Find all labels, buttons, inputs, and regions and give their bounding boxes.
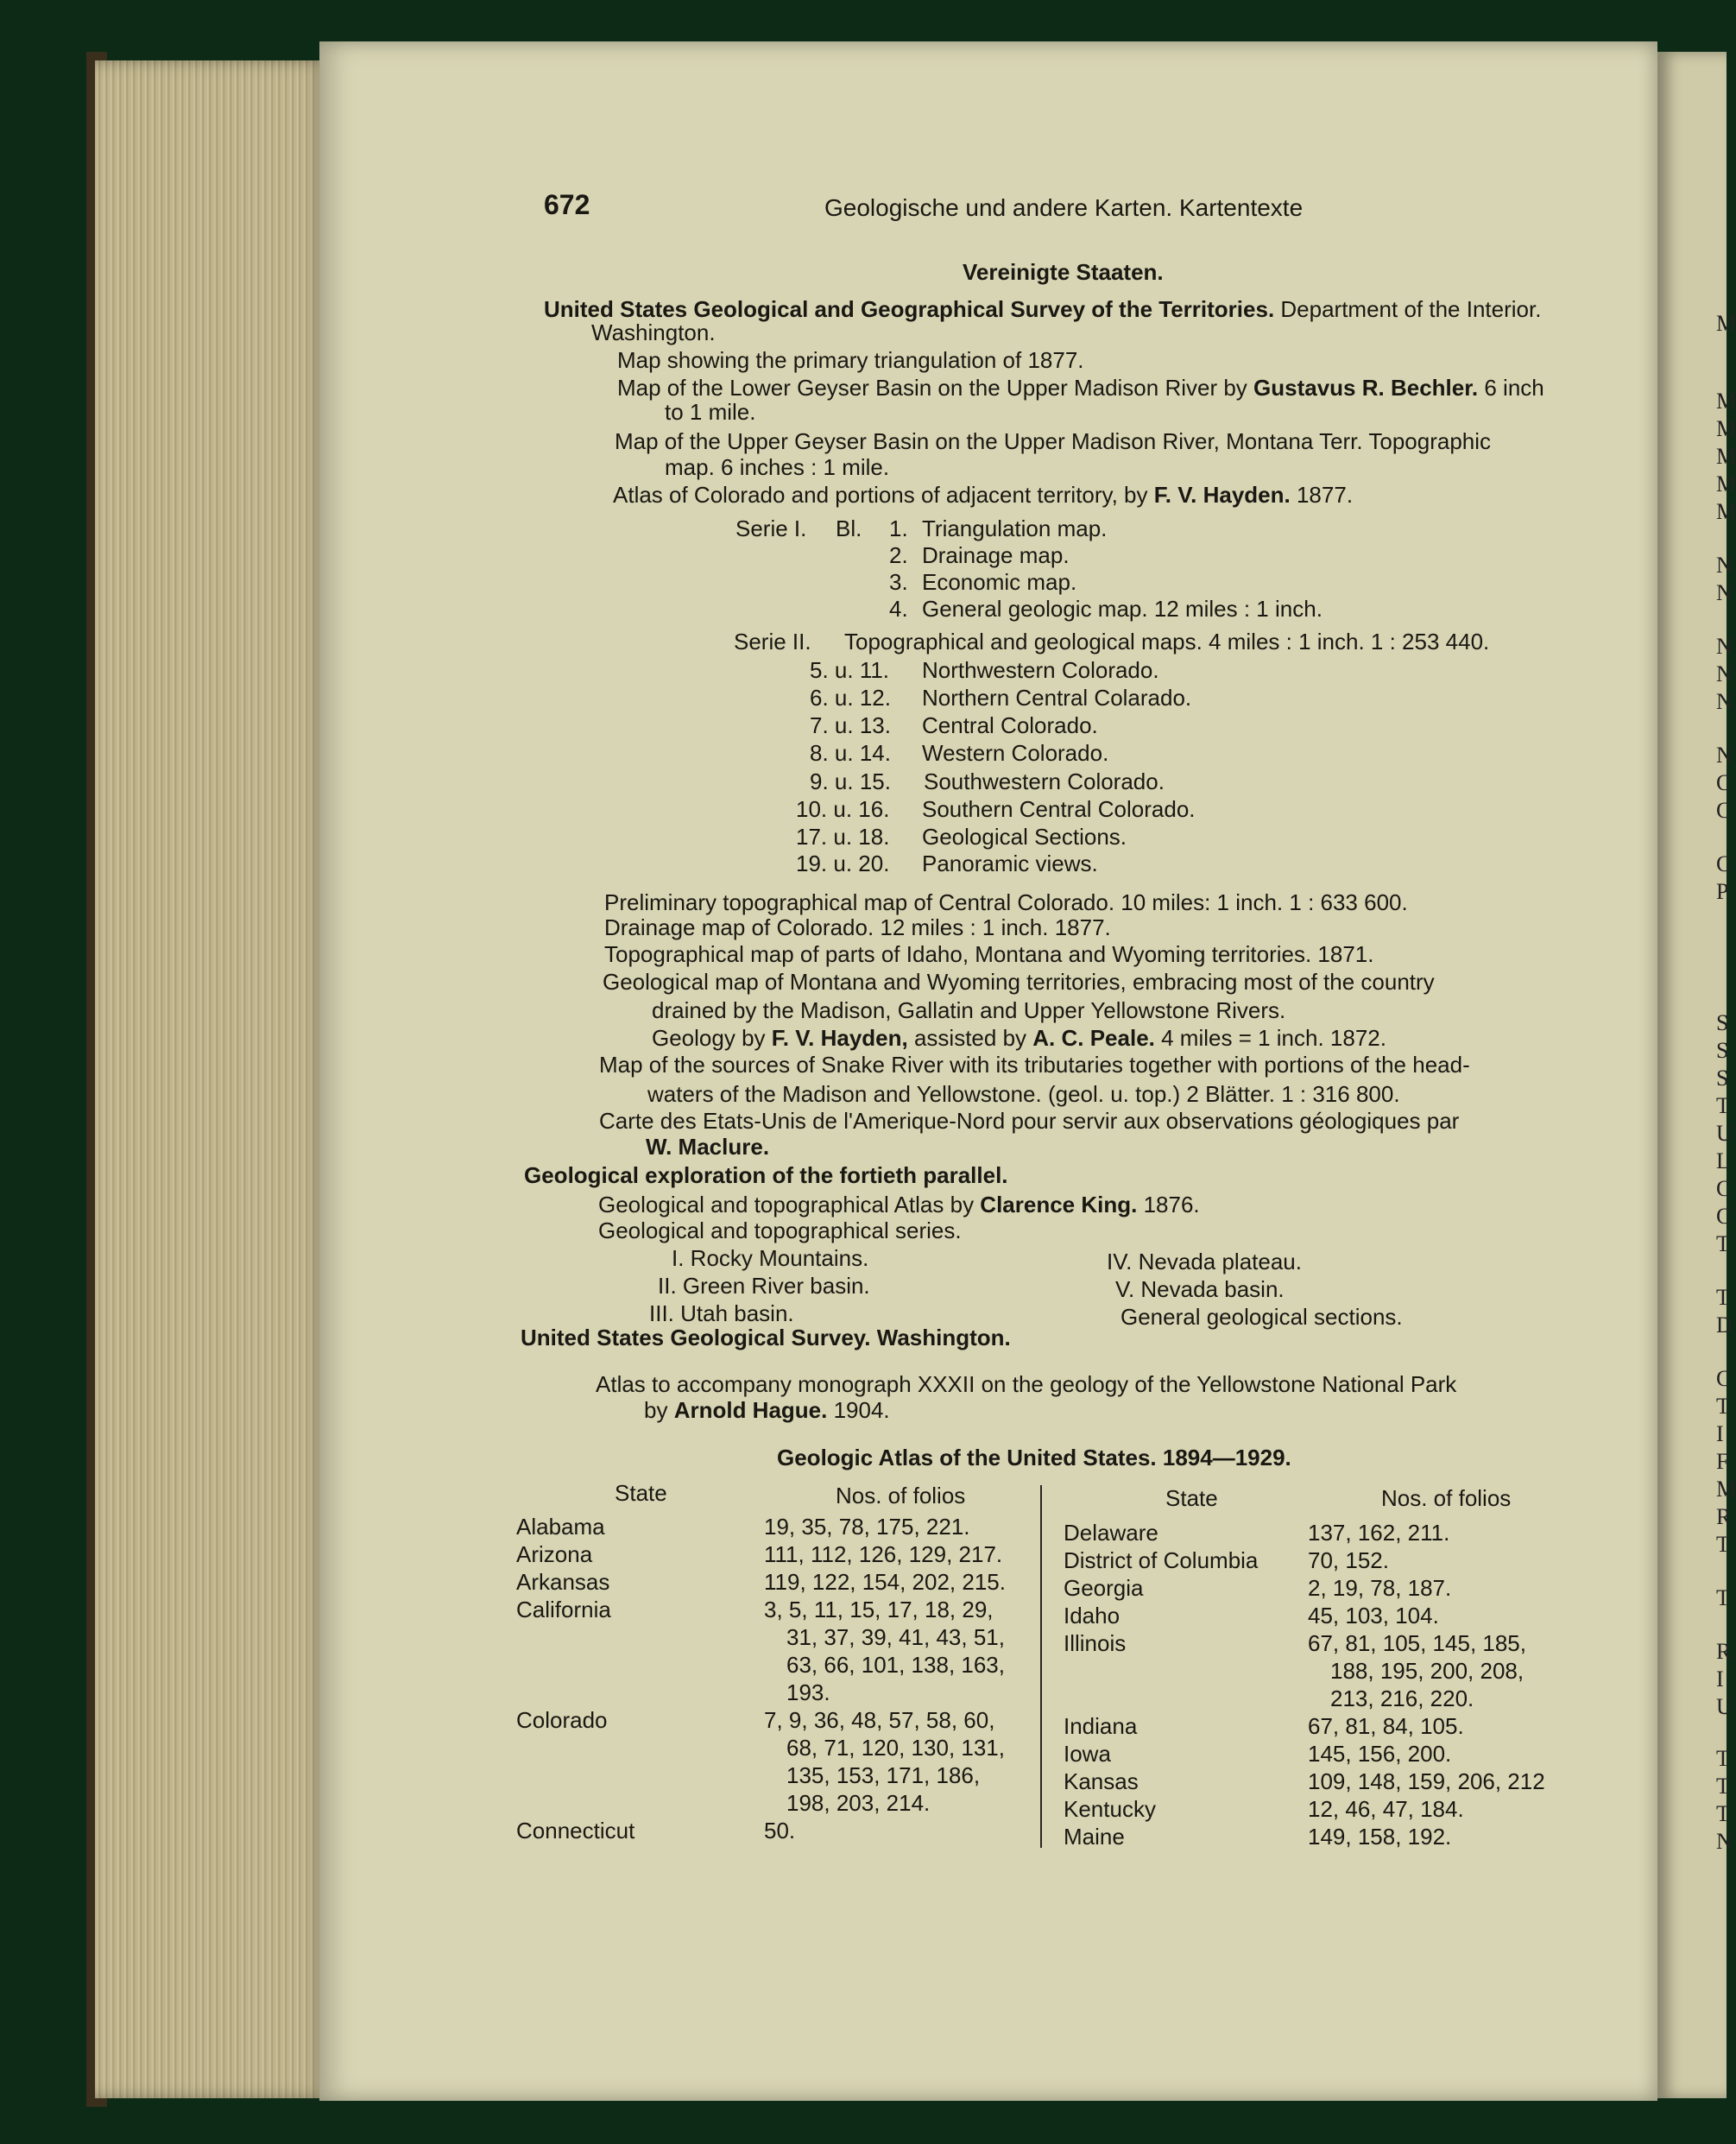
entry-lower-geyser-cont: to 1 mile. <box>665 399 756 425</box>
survey-heading <box>544 296 1541 322</box>
adjacent-page-letter: N <box>1716 661 1733 686</box>
state-name: California <box>516 1597 611 1622</box>
adjacent-page-letter: S <box>1716 1010 1729 1035</box>
entry-atlas-colorado-text: Atlas of Colorado and portions of adjacent territory, by <box>613 482 1154 508</box>
adjacent-page-letter: T <box>1716 1093 1730 1118</box>
assisted-by-text: assisted by <box>907 1025 1033 1051</box>
author-peale: A. C. Peale. <box>1032 1025 1155 1051</box>
adjacent-page-letter: T <box>1716 1801 1730 1826</box>
adjacent-page-letter: P <box>1716 879 1729 904</box>
folio-numbers: 193. <box>786 1679 830 1705</box>
state-name: Delaware <box>1064 1520 1158 1546</box>
adjacent-page-letter: N <box>1716 689 1733 714</box>
state-name: Connecticut <box>516 1818 635 1844</box>
folio-numbers: 68, 71, 120, 130, 131, <box>786 1735 1005 1761</box>
folio-numbers: 213, 216, 220. <box>1330 1685 1474 1711</box>
adjacent-page-letter: C <box>1716 798 1732 823</box>
serie1-item: Economic map. <box>922 569 1077 595</box>
folio-numbers: 50. <box>764 1818 796 1844</box>
folio-numbers: 119, 122, 154, 202, 215. <box>764 1569 1006 1595</box>
entry-carte-maclure: Carte des Etats-Unis de l'Amerique-Nord pour servir aux observations géologiques par <box>599 1108 1460 1134</box>
king-atlas-text: Geological and topographical Atlas by <box>598 1192 981 1217</box>
state-name: Kansas <box>1064 1768 1139 1794</box>
survey-department: Department of the Interior. <box>1274 296 1542 322</box>
serie1-label: Serie I. <box>735 515 807 541</box>
adjacent-page-letter: M <box>1716 416 1736 441</box>
serie1-num: 4. <box>889 596 908 622</box>
adjacent-page-letter: D <box>1716 1312 1733 1338</box>
adjacent-page-letter: T <box>1716 1394 1730 1419</box>
folio-numbers: 3, 5, 11, 15, 17, 18, 29, <box>764 1597 994 1622</box>
adjacent-page-letter: M <box>1716 444 1736 469</box>
folio-numbers: 135, 153, 171, 186, <box>786 1762 981 1788</box>
state-name: Arkansas <box>516 1569 610 1595</box>
adjacent-page-letter: S <box>1716 1038 1729 1063</box>
author-king: Clarence King. <box>980 1192 1138 1217</box>
serie2-num: 17. u. 18. <box>796 824 890 850</box>
serie2-item: Northwestern Colorado. <box>922 657 1159 683</box>
author-hayden: F. V. Hayden. <box>1153 482 1291 508</box>
king-atlas-year: 1876. <box>1137 1192 1200 1217</box>
adjacent-page-letter: N <box>1716 634 1733 659</box>
section-title: Vereinigte Staaten. <box>963 259 1164 285</box>
adjacent-page-letter: T <box>1716 1231 1730 1256</box>
serie1-num: 2. <box>889 542 908 568</box>
serie1-bl: Bl. <box>836 515 862 541</box>
series-right-item: General geological sections. <box>1121 1304 1403 1330</box>
serie2-label: Serie II. <box>734 629 811 655</box>
entry-hague-atlas-cont <box>644 1397 890 1423</box>
entry-upper-geyser-cont: map. 6 inches : 1 mile. <box>665 454 890 480</box>
serie2-num: 7. u. 13. <box>810 712 891 738</box>
serie2-item: Geological Sections. <box>922 824 1127 850</box>
fortieth-heading: Geological exploration of the fortieth parallel. <box>524 1162 1008 1188</box>
folio-numbers: 2, 19, 78, 187. <box>1308 1575 1452 1601</box>
folio-numbers: 67, 81, 84, 105. <box>1308 1713 1464 1739</box>
adjacent-page-letter: T <box>1716 1774 1730 1799</box>
serie2-item: Southern Central Colorado. <box>922 796 1196 822</box>
serie2-num: 6. u. 12. <box>810 685 891 711</box>
serie1-item: General geologic map. 12 miles : 1 inch. <box>922 596 1323 622</box>
folio-table-title: Geologic Atlas of the United States. 1894—1929. <box>777 1445 1291 1470</box>
entry-upper-geyser: Map of the Upper Geyser Basin on the Upper Madison River, Montana Terr. Topographic <box>615 428 1492 454</box>
entry-geology-by <box>652 1025 1386 1051</box>
series-right-item: IV. Nevada plateau. <box>1107 1249 1302 1274</box>
hague-year: 1904. <box>827 1397 890 1423</box>
geology-by-text: Geology by <box>652 1025 772 1051</box>
state-name: Illinois <box>1064 1630 1127 1656</box>
adjacent-page-letter: L <box>1716 1148 1730 1173</box>
adjacent-page-letter: M <box>1716 499 1736 524</box>
adjacent-page-letter: R <box>1716 1504 1732 1529</box>
by-text: by <box>644 1397 674 1423</box>
adjacent-page-letter: T <box>1716 1746 1730 1771</box>
adjacent-page-letter: T <box>1716 1585 1730 1610</box>
adjacent-page-letter: C <box>1716 851 1732 876</box>
folio-numbers: 109, 148, 159, 206, 212 <box>1308 1768 1545 1794</box>
serie2-item: Northern Central Colarado. <box>922 685 1192 711</box>
state-name: Arizona <box>516 1541 593 1567</box>
author-hayden-2: F. V. Hayden, <box>771 1025 908 1051</box>
serie2-num: 8. u. 14. <box>810 740 891 766</box>
entry-triangulation: Map showing the primary triangulation of 1877. <box>617 347 1084 373</box>
serie2-title: Topographical and geological maps. 4 miles : 1 inch. 1 : 253 440. <box>844 629 1490 655</box>
folio-numbers: 67, 81, 105, 145, 185, <box>1308 1630 1526 1656</box>
entry-preliminary-map: Preliminary topographical map of Central Colorado. 10 miles: 1 inch. 1 : 633 600. <box>604 889 1408 915</box>
entry-lower-geyser-text: Map of the Lower Geyser Basin on the Upper Madison River by <box>617 375 1254 401</box>
state-name: Alabama <box>516 1514 605 1540</box>
state-name: Iowa <box>1064 1741 1111 1767</box>
page-number: 672 <box>544 189 590 220</box>
folio-numbers: 111, 112, 126, 129, 217. <box>764 1541 1003 1567</box>
adjacent-page-letter: T <box>1716 1532 1730 1557</box>
author-maclure: W. Maclure. <box>646 1134 770 1160</box>
serie2-num: 10. u. 16. <box>796 796 890 822</box>
adjacent-page-letter: I <box>1716 1667 1724 1692</box>
serie2-item: Western Colorado. <box>922 740 1109 766</box>
serie2-item: Panoramic views. <box>922 851 1098 876</box>
folio-numbers: 137, 162, 211. <box>1308 1520 1450 1546</box>
folio-numbers: 145, 156, 200. <box>1308 1741 1452 1767</box>
adjacent-page-letter: U <box>1716 1694 1733 1719</box>
series-right-item: V. Nevada basin. <box>1115 1276 1285 1302</box>
serie1-item: Triangulation map. <box>922 515 1108 541</box>
series-left-item: II. Green River basin. <box>658 1273 870 1299</box>
series-title: Geological and topographical series. <box>598 1217 962 1243</box>
adjacent-page-letter: U <box>1716 1121 1733 1146</box>
adjacent-page-letter: F <box>1716 1449 1729 1474</box>
adjacent-page-letter: M <box>1716 1477 1736 1502</box>
adjacent-page-letter: S <box>1716 1066 1729 1091</box>
entry-lower-geyser-scale: 6 inch <box>1478 375 1544 401</box>
entry-snake-river-cont: waters of the Madison and Yellowstone. (geol. u. top.) 2 Blätter. 1 : 316 800. <box>647 1081 1400 1107</box>
author-bechler: Gustavus R. Bechler. <box>1253 375 1479 401</box>
page-edges <box>95 60 328 2098</box>
adjacent-page-letter: M <box>1716 471 1736 496</box>
usgs-heading: United States Geological Survey. Washington. <box>521 1325 1011 1350</box>
survey-location: Washington. <box>591 319 716 345</box>
folio-numbers: 63, 66, 101, 138, 163, <box>786 1652 1005 1678</box>
entry-snake-river: Map of the sources of Snake River with its tributaries together with portions of the head- <box>599 1052 1470 1078</box>
col-header-state-right: State <box>1165 1485 1218 1511</box>
entry-drainage-map: Drainage map of Colorado. 12 miles : 1 inch. 1877. <box>604 914 1111 940</box>
folio-numbers: 12, 46, 47, 184. <box>1308 1796 1464 1822</box>
folio-numbers: 149, 158, 192. <box>1308 1824 1452 1850</box>
column-divider <box>1040 1485 1042 1848</box>
folio-numbers: 70, 152. <box>1308 1547 1389 1573</box>
adjacent-page-letter: M <box>1716 389 1736 414</box>
adjacent-page-letter: C <box>1716 770 1732 795</box>
entry-atlas-colorado-year: 1877. <box>1290 482 1354 508</box>
state-name: Colorado <box>516 1707 608 1733</box>
entry-geological-montana: Geological map of Montana and Wyoming territories, embracing most of the country <box>603 969 1435 995</box>
adjacent-page-letter: C <box>1716 1176 1732 1201</box>
folio-numbers: 45, 103, 104. <box>1308 1603 1439 1629</box>
running-title: Geologische und andere Karten. Kartentexte <box>824 194 1304 221</box>
author-hague: Arnold Hague. <box>673 1397 828 1423</box>
adjacent-page-letter: R <box>1716 1639 1732 1664</box>
state-name: Idaho <box>1064 1603 1121 1629</box>
adjacent-page-letter: M <box>1716 311 1736 336</box>
series-left-item: I. Rocky Mountains. <box>672 1245 869 1271</box>
entry-lower-geyser <box>617 375 1544 401</box>
col-header-state-left: State <box>615 1480 667 1506</box>
serie2-num: 19. u. 20. <box>796 851 890 876</box>
entry-atlas-colorado <box>613 482 1353 508</box>
serie2-item: Southwestern Colorado. <box>924 768 1165 794</box>
state-name: Georgia <box>1064 1575 1144 1601</box>
serie1-num: 1. <box>889 515 908 541</box>
adjacent-page-letter: N <box>1716 553 1733 578</box>
state-name: Indiana <box>1064 1713 1138 1739</box>
serie2-num: 9. u. 15. <box>810 768 891 794</box>
adjacent-page-letter: N <box>1716 743 1733 768</box>
adjacent-page-letter: I <box>1716 1421 1724 1446</box>
entry-king-atlas <box>598 1192 1200 1217</box>
adjacent-page-letter: N <box>1716 1829 1733 1854</box>
series-left-item: III. Utah basin. <box>649 1300 794 1326</box>
state-name: Maine <box>1064 1824 1125 1850</box>
entry-geological-montana-cont: drained by the Madison, Gallatin and Upper Yellowstone Rivers. <box>652 997 1286 1023</box>
serie1-item: Drainage map. <box>922 542 1070 568</box>
col-header-folios-right: Nos. of folios <box>1381 1485 1512 1511</box>
adjacent-page-letter: T <box>1716 1285 1730 1310</box>
state-name: Kentucky <box>1064 1796 1156 1822</box>
adjacent-page-letter: C <box>1716 1204 1732 1229</box>
entry-topographical-idaho: Topographical map of parts of Idaho, Montana and Wyoming territories. 1871. <box>604 941 1374 967</box>
folio-numbers: 31, 37, 39, 41, 43, 51, <box>786 1624 1005 1650</box>
entry-hague-atlas: Atlas to accompany monograph XXXII on the geology of the Yellowstone National Park <box>596 1371 1457 1397</box>
adjacent-page-letter: N <box>1716 580 1733 605</box>
serie1-num: 3. <box>889 569 908 595</box>
serie2-item: Central Colorado. <box>922 712 1098 738</box>
survey-name: United States Geological and Geographical Survey of the Territories. <box>544 296 1275 322</box>
state-name: District of Columbia <box>1064 1547 1259 1573</box>
serie2-num: 5. u. 11. <box>810 657 890 683</box>
scale-text: 4 miles = 1 inch. 1872. <box>1154 1025 1386 1051</box>
folio-numbers: 188, 195, 200, 208, <box>1330 1658 1525 1684</box>
col-header-folios-left: Nos. of folios <box>836 1483 966 1508</box>
folio-numbers: 7, 9, 36, 48, 57, 58, 60, <box>764 1707 995 1733</box>
folio-numbers: 19, 35, 78, 175, 221. <box>764 1514 970 1540</box>
folio-numbers: 198, 203, 214. <box>786 1790 931 1816</box>
adjacent-page-letter: C <box>1716 1366 1732 1391</box>
